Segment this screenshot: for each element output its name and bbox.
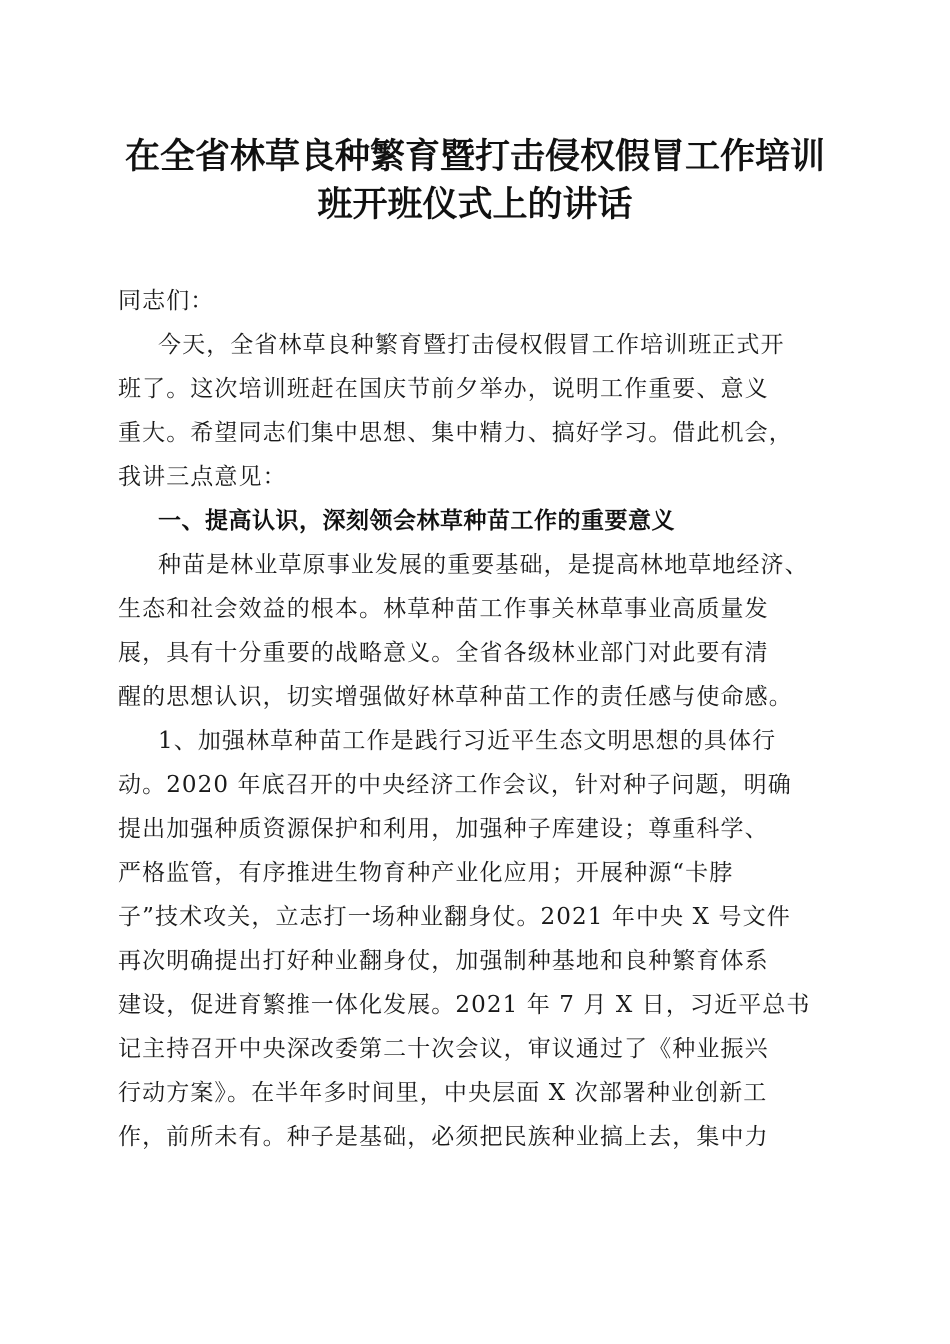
paragraph-line: 展，具有十分重要的战略意义。全省各级林业部门对此要有清 — [118, 640, 769, 666]
salutation-text: 同志们： — [118, 288, 215, 314]
paragraph-line: 再次明确提出打好种业翻身仗，加强制种基地和良种繁育体系 — [118, 948, 769, 974]
paragraph-line: 种苗是林业草原事业发展的重要基础，是提高林地草地经济、 — [158, 552, 809, 578]
paragraph-line: 子”技术攻关，立志打一场种业翻身仗。2021 年中央 X 号文件 — [118, 904, 791, 930]
section-heading-1: 一、提高认识，深刻领会林草种苗工作的重要意义 — [158, 508, 675, 534]
paragraph-line: 行动方案》。在半年多时间里，中央层面 X 次部署种业创新工 — [118, 1080, 768, 1106]
paragraph-line: 提出加强种质资源保护和利用，加强种子库建设；尊重科学、 — [118, 816, 769, 842]
point-1-paragraph — [118, 719, 838, 1159]
document-title — [0, 133, 950, 229]
paragraph-line: 醒的思想认识，切实增强做好林草种苗工作的责任感与使命感。 — [118, 684, 793, 710]
intro-paragraph — [118, 323, 838, 499]
paragraph-line: 班了。这次培训班赶在国庆节前夕举办，说明工作重要、意义 — [118, 376, 769, 402]
paragraph-line: 严格监管，有序推进生物育种产业化应用；开展种源“卡脖 — [118, 860, 734, 886]
paragraph-line: 重大。希望同志们集中思想、集中精力、搞好学习。借此机会， — [118, 420, 793, 446]
paragraph-line: 动。2020 年底召开的中央经济工作会议，针对种子问题，明确 — [118, 772, 792, 798]
paragraph-line: 生态和社会效益的根本。林草种苗工作事关林草事业高质量发 — [118, 596, 769, 622]
section1-paragraph — [118, 543, 838, 719]
paragraph-line: 建设，促进育繁推一体化发展。2021 年 7 月 X 日，习近平总书 — [118, 992, 811, 1018]
paragraph-line: 记主持召开中央深改委第二十次会议，审议通过了《种业振兴 — [118, 1036, 769, 1062]
paragraph-line: 今天，全省林草良种繁育暨打击侵权假冒工作培训班正式开 — [158, 332, 785, 358]
paragraph-line: 我讲三点意见： — [118, 464, 287, 490]
title-line-1: 在全省林草良种繁育暨打击侵权假冒工作培训 — [124, 136, 825, 177]
title-line-2: 班开班仪式上的讲话 — [317, 184, 633, 225]
paragraph-line: 作，前所未有。种子是基础，必须把民族种业搞上去，集中力 — [118, 1124, 769, 1150]
document-body — [118, 279, 838, 1159]
paragraph-line: 1、加强林草种苗工作是践行习近平生态文明思想的具体行 — [158, 728, 777, 754]
salutation — [118, 279, 838, 323]
